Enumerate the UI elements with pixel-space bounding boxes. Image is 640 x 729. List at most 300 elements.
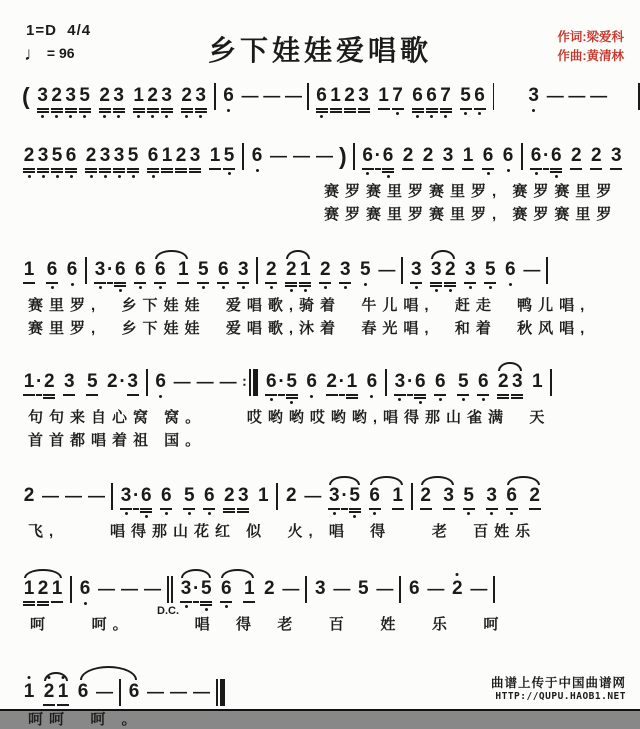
- note-group: [22, 258, 59, 289]
- beam-line: [426, 111, 438, 113]
- note: [461, 144, 475, 170]
- note: [325, 370, 339, 396]
- note-digit: 1: [244, 578, 255, 599]
- beam-line: [175, 168, 187, 170]
- slur-group: [368, 484, 405, 515]
- note: [315, 84, 329, 118]
- note-digit: 6: [221, 578, 232, 599]
- score-line-4: [0, 370, 640, 450]
- beam-line: [133, 111, 145, 113]
- duration-dash: —: [568, 86, 586, 105]
- octave-dot-below: [462, 398, 465, 401]
- note-group: [407, 577, 421, 600]
- note: [609, 144, 623, 170]
- octave-dot-below: [227, 109, 230, 112]
- beam-line: [299, 282, 311, 284]
- note-group: [98, 84, 126, 118]
- beam-line: [147, 171, 159, 173]
- octave-dot-below: [117, 115, 120, 118]
- note-group: [476, 370, 490, 401]
- note-digit: 2: [23, 145, 35, 166]
- octave-dot-above: [62, 676, 65, 679]
- note-group: [62, 370, 99, 396]
- tie-group: [76, 680, 141, 706]
- note-digit: 2: [571, 145, 582, 166]
- beam-line: [94, 282, 106, 284]
- note-group: [481, 144, 495, 175]
- barline: [493, 83, 495, 110]
- note-digit: 6: [306, 371, 317, 392]
- beam-line: [37, 111, 49, 113]
- beam-line: [43, 397, 55, 399]
- note-digit: 2: [344, 85, 355, 106]
- lyrics-row: 首首都唱着祖 国。: [28, 432, 207, 449]
- note: [36, 84, 50, 118]
- lyrics-row: 赛里罗, 乡下娃娃 爱唱歌,骑着 牛儿唱, 赶走 鸭儿唱,: [28, 297, 591, 314]
- note-group: [401, 144, 415, 170]
- octave-dot-below: [507, 169, 510, 172]
- note: [356, 577, 370, 600]
- note: [146, 84, 160, 118]
- beam-line: [511, 394, 523, 396]
- beam-line: [237, 511, 249, 513]
- note: [421, 144, 435, 170]
- note-digit: 2: [181, 85, 192, 106]
- beam-line: [85, 171, 97, 173]
- note: [179, 577, 193, 608]
- beam-line: [133, 108, 145, 110]
- note-digit: 6: [161, 485, 172, 506]
- octave-dot-below: [478, 112, 481, 115]
- octave-dot-below: [119, 289, 122, 292]
- note-group: [569, 144, 583, 170]
- tempo-value: = 96: [46, 45, 75, 61]
- beam-line: [127, 394, 139, 396]
- octave-dot-below: [509, 283, 512, 286]
- beam-line: [51, 168, 63, 170]
- note: [133, 258, 147, 289]
- note-digit: 3: [238, 259, 249, 280]
- octave-dot-below: [396, 112, 399, 115]
- beam-line: [410, 282, 422, 284]
- octave-dot-below: [290, 401, 293, 404]
- note: [530, 370, 544, 393]
- beam-line: [57, 704, 69, 706]
- slur-group: [327, 484, 361, 518]
- note-group: [459, 84, 487, 115]
- octave-dot-below: [28, 175, 31, 178]
- beam-line: [392, 108, 404, 110]
- note-digit: 5: [198, 259, 209, 280]
- beam-line: [326, 394, 338, 396]
- note-digit: 6: [502, 145, 514, 166]
- notes-row: [22, 370, 640, 404]
- octave-dot-below: [353, 515, 356, 518]
- note: [159, 484, 173, 515]
- octave-dot-below: [104, 175, 107, 178]
- octave-dot-below: [84, 602, 87, 605]
- beam-line: [113, 171, 125, 173]
- beam-line: [444, 285, 456, 287]
- note-digit: 1: [300, 259, 311, 280]
- duration-dash: —: [96, 682, 113, 701]
- barline: [305, 576, 307, 603]
- barline: [399, 576, 401, 603]
- note-digit: 6: [409, 578, 420, 599]
- note-digit: 6: [505, 259, 516, 280]
- note-digit: 6: [435, 371, 446, 392]
- note-group: [132, 84, 174, 118]
- note: [329, 84, 343, 113]
- note: [160, 144, 174, 173]
- note: [284, 258, 298, 292]
- note: [256, 484, 270, 507]
- octave-dot-below: [464, 112, 467, 115]
- note: [327, 484, 341, 515]
- note: [208, 144, 222, 170]
- composer-credit: 作曲:黄清林: [557, 49, 624, 64]
- lyrics-row: 赛罗赛里罗赛里罗, 赛罗赛里罗: [324, 183, 618, 200]
- note-group: [133, 258, 147, 289]
- note-group: [208, 144, 236, 175]
- octave-dot-below: [199, 115, 202, 118]
- beam-line: [330, 111, 342, 113]
- note-group: [22, 144, 78, 178]
- note: [481, 144, 495, 175]
- note-digit: 2: [420, 485, 431, 506]
- note-digit: 6: [382, 145, 394, 166]
- note-group: [530, 370, 544, 393]
- beam-line: [265, 394, 277, 396]
- note: [127, 680, 141, 703]
- note-digit: 2: [51, 85, 62, 106]
- note: [22, 258, 36, 284]
- note: [473, 84, 487, 115]
- octave-dot-below: [159, 395, 162, 398]
- note-digit: 3: [113, 85, 124, 106]
- note: [219, 577, 233, 608]
- beam-line: [43, 704, 55, 706]
- note: [365, 370, 379, 398]
- octave-dot-below: [132, 175, 135, 178]
- note: [132, 84, 146, 118]
- note-group: [250, 144, 264, 172]
- note-digit: 2: [107, 371, 118, 392]
- note-digit: 2: [43, 681, 55, 702]
- note: [42, 680, 56, 706]
- note-group: [159, 484, 196, 515]
- beam-line: [113, 108, 125, 110]
- beam-line: [286, 394, 298, 396]
- note-digit: 3: [37, 85, 48, 106]
- beam-line: [99, 111, 111, 113]
- note-group: [338, 258, 352, 289]
- note: [22, 680, 36, 703]
- octave-dot-below: [290, 289, 293, 292]
- note: [222, 84, 236, 112]
- beam-line: [223, 508, 235, 510]
- note: [503, 258, 517, 286]
- double-barline: [157, 577, 179, 617]
- note-digit: 6: [415, 371, 426, 392]
- quarter-note-icon: ♩: [24, 44, 43, 65]
- note: [199, 577, 213, 611]
- slur-group: [419, 484, 456, 510]
- beam-line: [161, 111, 173, 113]
- note: [348, 484, 362, 518]
- key-time-signature: [26, 22, 91, 39]
- note-digit: 1: [133, 85, 144, 106]
- beam-line: [477, 394, 489, 396]
- beam-line: [434, 394, 446, 396]
- beam-line: [127, 171, 139, 173]
- note-digit: 6: [135, 259, 146, 280]
- duration-dash: —: [42, 486, 59, 505]
- note-group: [377, 84, 405, 115]
- notes-row: [22, 577, 640, 617]
- beam-line: [286, 397, 298, 399]
- beam-line: [339, 282, 351, 284]
- beam-line: [344, 111, 356, 113]
- beam-line: [51, 601, 63, 603]
- note-digit: 6: [316, 85, 327, 106]
- barline: [307, 83, 309, 110]
- note: [463, 258, 477, 289]
- note-digit: 5: [460, 85, 471, 106]
- note-group: [216, 258, 230, 289]
- beam-line: [200, 604, 212, 606]
- note-digit: 5: [485, 259, 496, 280]
- duration-dash: —: [590, 86, 608, 105]
- note-digit: 3: [329, 485, 340, 506]
- note-digit: ·: [278, 371, 285, 392]
- note: [196, 258, 210, 289]
- spacer: [500, 84, 520, 85]
- octave-dot-below: [435, 289, 438, 292]
- note-digit: 2: [44, 371, 55, 392]
- beam-line: [23, 394, 35, 396]
- note: [64, 84, 78, 118]
- score-glyph: [216, 679, 218, 706]
- duration-dash: —: [376, 579, 394, 598]
- note-digit: 5: [286, 371, 297, 392]
- slur-group: [429, 258, 457, 292]
- notes-row: [22, 258, 640, 292]
- note: [419, 484, 433, 510]
- octave-dot-below: [398, 398, 401, 401]
- slur-group: [179, 577, 213, 611]
- note: [56, 680, 70, 706]
- beam-line: [420, 508, 432, 510]
- beam-line: [203, 508, 215, 510]
- octave-dot-below: [532, 109, 535, 112]
- note: [357, 84, 371, 113]
- slur-group: [22, 577, 64, 606]
- duration-dash: —: [98, 579, 115, 598]
- note-group: [78, 577, 92, 605]
- duration-dash: —: [293, 146, 310, 165]
- beam-line: [440, 108, 452, 110]
- octave-dot-below: [205, 608, 208, 611]
- beam-line: [285, 282, 297, 284]
- note: [443, 258, 457, 292]
- beam-line: [65, 108, 77, 110]
- note: [264, 258, 278, 289]
- beam-line: [189, 171, 201, 173]
- note-digit: 5: [223, 145, 235, 166]
- note: [527, 84, 541, 112]
- octave-dot-below: [99, 286, 102, 289]
- note: [313, 577, 327, 600]
- note-group: [318, 258, 332, 289]
- octave-dot-below: [439, 398, 442, 401]
- octave-dot-below: [41, 115, 44, 118]
- note-digit: 5: [51, 145, 63, 166]
- slur-group: [496, 370, 524, 399]
- note-digit: 2: [286, 259, 297, 280]
- beam-line: [392, 508, 404, 510]
- barline: [546, 257, 548, 284]
- beam-line: [37, 171, 49, 173]
- beam-line: [160, 508, 172, 510]
- note-digit: 6: [155, 371, 166, 392]
- note: [105, 370, 119, 393]
- octave-dot-below: [535, 172, 538, 175]
- note-group: [503, 258, 517, 286]
- barline: [146, 369, 148, 396]
- barline: [214, 83, 216, 110]
- note-group: [529, 144, 563, 178]
- note-digit: 6: [474, 85, 485, 106]
- note: [236, 484, 250, 513]
- note-digit: 2: [529, 485, 540, 506]
- note: [98, 144, 112, 178]
- note: [188, 144, 202, 173]
- note-digit: 1: [51, 578, 63, 599]
- note-group: [463, 258, 477, 289]
- beam-line: [442, 168, 454, 170]
- note-digit: 1: [23, 371, 35, 392]
- note: [429, 258, 443, 292]
- octave-dot-below: [416, 115, 419, 118]
- octave-dot-below: [310, 395, 313, 398]
- note-group: [154, 370, 168, 398]
- note-digit: 3: [189, 145, 201, 166]
- note: [569, 144, 583, 170]
- beam-line: [37, 604, 49, 606]
- note-digit: ·: [338, 371, 345, 392]
- barline: [85, 257, 87, 284]
- beam-line: [127, 168, 139, 170]
- beam-line: [181, 108, 193, 110]
- note-digit: 1: [209, 145, 221, 166]
- beam-line: [444, 282, 456, 284]
- note: [64, 144, 78, 178]
- note-digit: 6: [204, 485, 215, 506]
- note-digit: 3: [528, 85, 539, 106]
- octave-dot-below: [145, 515, 148, 518]
- octave-dot-below: [185, 605, 188, 608]
- octave-dot-below: [152, 175, 155, 178]
- octave-dot-below: [490, 512, 493, 515]
- note-digit: 6: [266, 371, 277, 392]
- octave-dot-below: [333, 512, 336, 515]
- lyrics-row: 赛里罗, 乡下娃娃 爱唱歌,沐着 春光唱, 和着 秋风唱,: [28, 320, 591, 337]
- note: [284, 484, 298, 507]
- beam-line: [426, 108, 438, 110]
- note-digit: 3: [486, 485, 497, 506]
- note-group: [65, 258, 79, 286]
- note-digit: 5: [458, 371, 469, 392]
- beam-line: [486, 508, 498, 510]
- note-group: [589, 144, 603, 170]
- beam-line: [51, 171, 63, 173]
- octave-dot-below: [139, 286, 142, 289]
- parenthesis: ): [339, 143, 347, 169]
- octave-dot-below: [71, 283, 74, 286]
- duration-dash: —: [144, 579, 161, 598]
- lyrics-row: 赛罗赛里罗赛里罗, 赛罗赛里罗: [324, 206, 618, 223]
- note: [262, 577, 276, 600]
- beam-line: [440, 111, 452, 113]
- note-digit: 1: [462, 145, 474, 166]
- beam-line: [43, 394, 55, 396]
- note-digit: 5: [201, 578, 212, 599]
- score-glyph: [167, 576, 169, 603]
- beam-line: [511, 397, 523, 399]
- duration-dash: —: [523, 260, 541, 279]
- octave-dot-below: [137, 115, 140, 118]
- beam-line: [369, 508, 381, 510]
- note-digit: 2: [452, 578, 463, 599]
- beam-line: [460, 108, 472, 110]
- note-digit: 3: [94, 259, 106, 280]
- beam-line: [422, 168, 434, 170]
- note: [318, 258, 332, 289]
- duration-dash: —: [241, 86, 259, 105]
- note: [298, 258, 312, 292]
- note-group: [202, 484, 216, 515]
- note-digit: 6: [218, 259, 229, 280]
- octave-dot-below: [70, 175, 73, 178]
- octave-dot-below: [469, 286, 472, 289]
- note-digit: ·: [36, 371, 43, 392]
- beam-line: [497, 394, 509, 396]
- beam-line: [358, 111, 370, 113]
- duration-dash: —: [427, 579, 445, 598]
- beam-line: [402, 168, 414, 170]
- octave-dot-below: [83, 115, 86, 118]
- duration-dash: —: [304, 486, 322, 505]
- beam-line: [414, 394, 426, 396]
- note-digit: 3: [64, 371, 75, 392]
- note: [409, 258, 423, 289]
- note-group: [36, 84, 92, 118]
- note: [50, 577, 64, 603]
- note-digit: 3: [195, 85, 206, 106]
- note-group: [264, 258, 278, 289]
- beam-line: [154, 282, 166, 284]
- note: [236, 258, 250, 289]
- octave-dot-below: [55, 115, 58, 118]
- beam-line: [362, 168, 374, 170]
- note: [391, 484, 405, 510]
- octave-dot-below: [415, 286, 418, 289]
- note-digit: 1: [23, 259, 35, 280]
- note-group: [421, 144, 435, 170]
- note: [381, 144, 395, 178]
- final-barline: [216, 680, 225, 706]
